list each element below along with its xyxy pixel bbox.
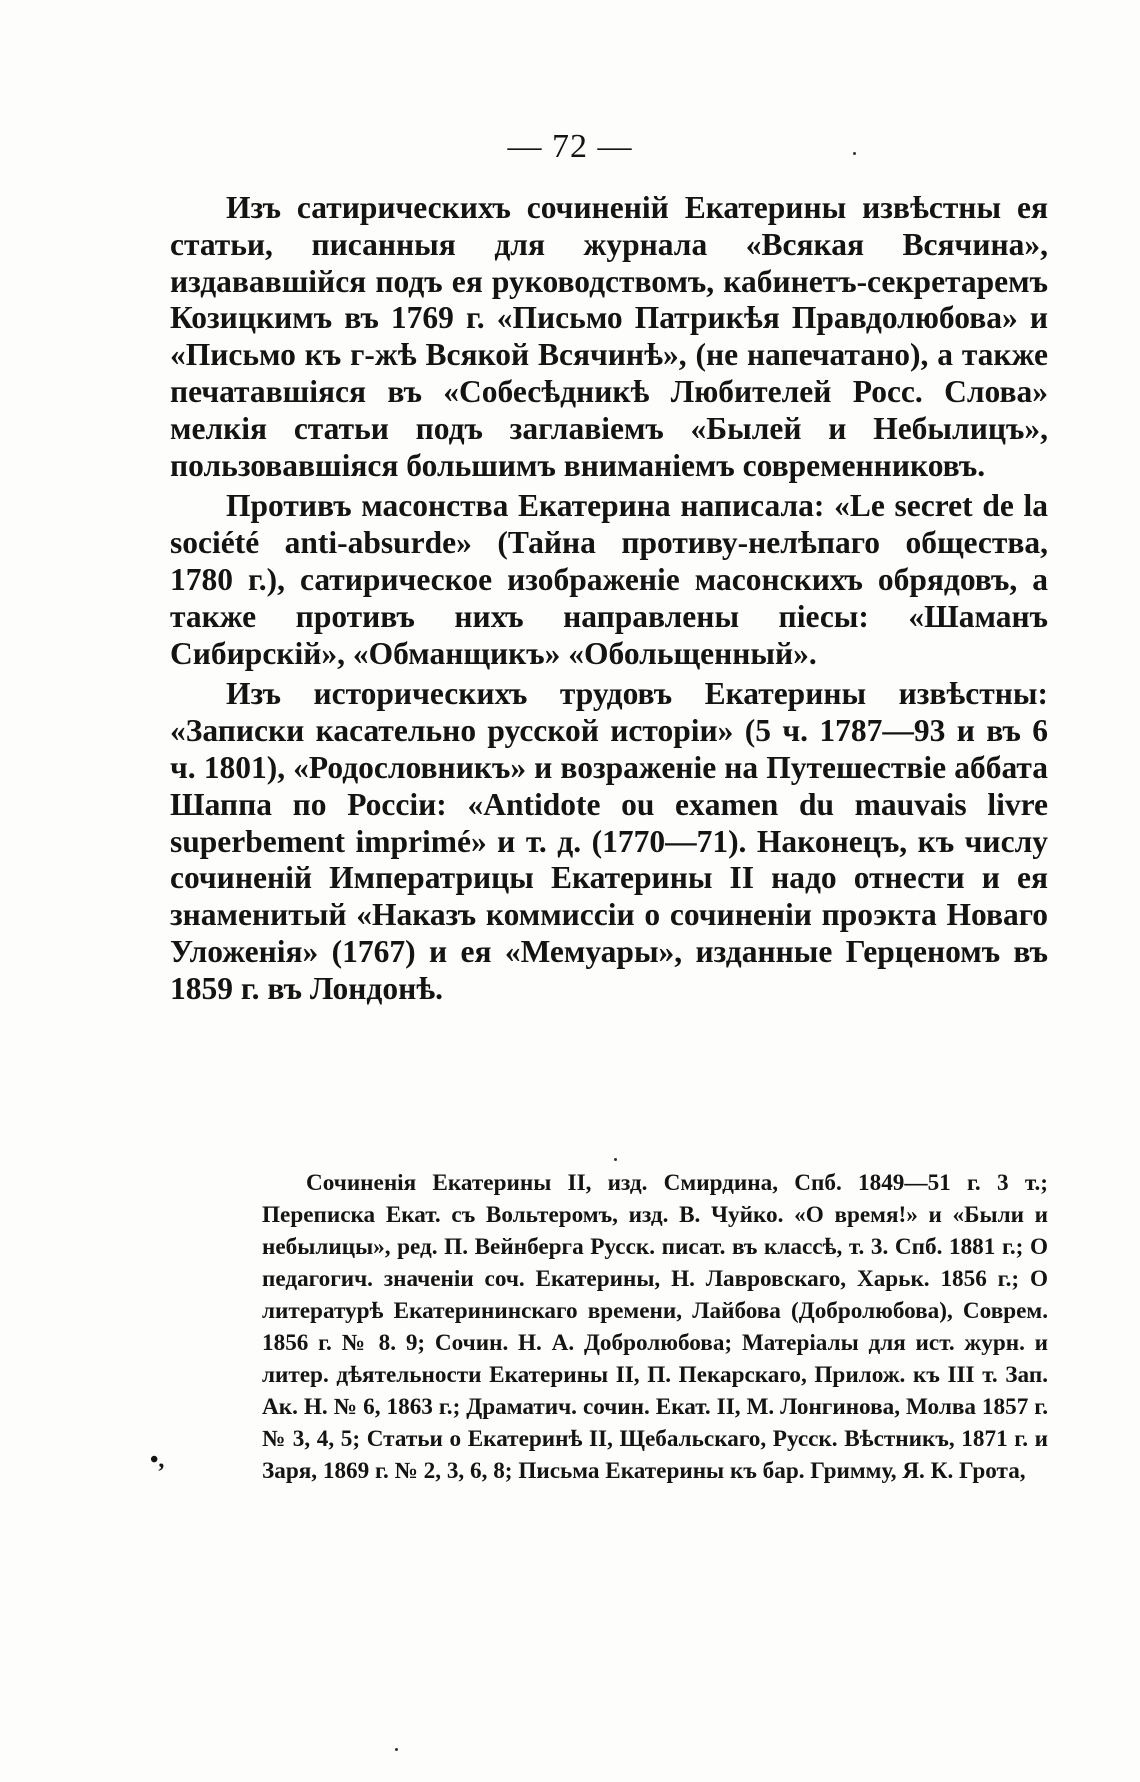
paragraph-satirical-works: Изъ сатирическихъ сочиненій Екатерины извѣстны ея статьи, писанныя для журнала «Всякая Всячина», издававшійся подъ ея руководствомъ, кабинетъ-секретаремъ Козицкимъ въ 1769 г. «Письмо Патрикѣя Правдолюбова» и «Письмо къ г-жѣ Всякой Всячинѣ», (не напечатано), а также печатавшіяся въ «Собесѣдникѣ Любителей Росс. Слова» мелкія статьи подъ заглавіемъ «Былей и Небылицъ», пользовавшіяся большимъ вниманіемъ современниковъ. xyxy=(170,190,1048,483)
print-speck xyxy=(853,152,856,155)
print-speck xyxy=(395,1748,398,1751)
page-number: — 72 — xyxy=(507,128,633,165)
main-text xyxy=(170,190,1048,1008)
margin-mark: •, xyxy=(150,1447,165,1473)
footnote-text: Сочиненія Екатерины II, изд. Смирдина, Спб. 1849—51 г. 3 т.; Переписка Екат. съ Вольтеромъ, изд. В. Чуйко. «О время!» и «Были и небылицы», ред. П. Вейнберга Русск. писат. въ классѣ, т. 3. Спб. 1881 г.; О педагогич. значеніи соч. Екатерины, Н. Лавровскаго, Харьк. 1856 г.; О литературѣ Екатерининскаго времени, Лайбова (Добролюбова), Соврем. 1856 г. № 8. 9; Сочин. Н. А. Добролюбова; Матеріалы для ист. журн. и литер. дѣятельности Екатерины II, П. Пекарскаго, Прилож. къ III т. Зап. Ак. Н. № 6, 1863 г.; Драматич. сочин. Екат. II, М. Лонгинова, Молва 1857 г. № 3, 4, 5; Статьи о Екатеринѣ II, Щебальскаго, Русск. Вѣстникъ, 1871 г. и Заря, 1869 г. № 2, 3, 6, 8; Письма Екатерины къ бар. Гримму, Я. К. Грота, xyxy=(262,1170,1048,1484)
paragraph-against-freemasonry: Противъ масонства Екатерина написала: «Le secret de la société anti-absurde» (Тайна противу-нелѣпаго общества, 1780 г.), сатирическое изображеніе масонскихъ обрядовъ, а также противъ нихъ направлены піесы: «Шаманъ Сибирскій», «Обманщикъ» «Обольщенный». xyxy=(170,488,1048,671)
bibliography-footnote xyxy=(262,1167,1048,1487)
paragraph-historical-works: Изъ историческихъ трудовъ Екатерины извѣстны: «Записки касательно русской исторіи» (5 ч. 1787—93 и въ 6 ч. 1801), «Родословникъ» и возраженіе на Путешествіе аббата Шаппа по Россіи: «Antidote ou examen du mauvais livre superbement imprimé» и т. д. (1770—71). Наконецъ, къ числу сочиненій Императрицы Екатерины II надо отнести и ея знаменитый «Наказъ коммиссіи о сочиненіи проэкта Новаго Уложенія» (1767) и ея «Мемуары», изданные Герценомъ въ 1859 г. въ Лондонѣ. xyxy=(170,676,1048,1006)
print-speck xyxy=(614,1158,617,1161)
